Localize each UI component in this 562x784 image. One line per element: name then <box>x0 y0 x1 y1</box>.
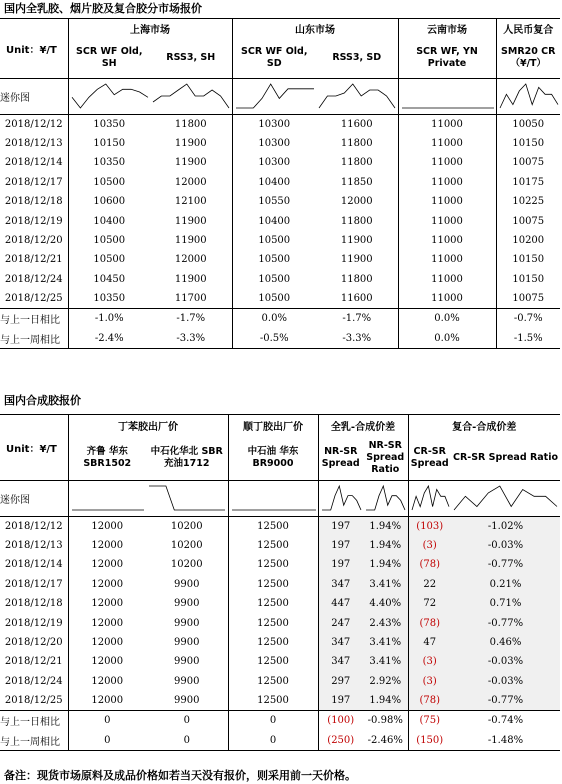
value-cell: 0.46% <box>451 633 560 652</box>
market-shandong: 山东市场 <box>232 19 398 39</box>
value-cell: (78) <box>408 691 451 710</box>
group-nr-sr: 全乳-合成价差 <box>318 415 408 437</box>
value-cell: 10200 <box>146 517 228 536</box>
synthetic-rubber-table <box>0 414 560 751</box>
value-cell: 12500 <box>228 536 318 555</box>
value-cell: 11900 <box>150 211 232 230</box>
section2-title: 国内合成胶报价 <box>4 394 81 407</box>
change-day-cell: 0 <box>146 710 228 730</box>
value-cell: 9900 <box>146 613 228 632</box>
change-week-label: 与上一周相比 <box>0 328 68 348</box>
value-cell: 10075 <box>512 157 545 169</box>
col-rss3-sd: RSS3, SD <box>316 39 398 79</box>
natural-rubber-table <box>0 18 560 349</box>
date-cell: 2018/12/20 <box>0 633 68 652</box>
sparkline-svg <box>409 482 452 516</box>
sparkline-path <box>454 486 557 510</box>
value-cell: 2.43% <box>363 613 408 632</box>
value-cell: 11000 <box>398 231 496 250</box>
value-cell: 4.40% <box>363 594 408 613</box>
value-cell: 10600 <box>93 196 126 208</box>
value-cell: 9900 <box>146 594 228 613</box>
date-cell: 2018/12/21 <box>0 652 68 671</box>
sparkline <box>146 481 228 517</box>
value-cell: 12000 <box>150 173 232 192</box>
table-row <box>0 613 560 632</box>
value-cell: 12500 <box>228 555 318 574</box>
value-cell: 10350 <box>93 118 126 130</box>
value-cell: 10500 <box>258 292 291 304</box>
value-cell: (3) <box>408 672 451 691</box>
change-day-row <box>0 710 560 730</box>
value-cell: 9900 <box>146 672 228 691</box>
change-day-label: 与上一日相比 <box>0 308 68 328</box>
sparkline <box>150 79 232 115</box>
value-cell: 11000 <box>398 115 496 134</box>
table-row <box>0 555 560 574</box>
sparkline-path <box>322 486 361 510</box>
table-row <box>0 115 560 134</box>
value-cell: 11800 <box>150 115 232 134</box>
change-day-cell: 0.0% <box>261 313 287 325</box>
value-cell: 47 <box>408 633 451 652</box>
col-cr-sr-spread: CR-SR Spread <box>410 446 449 470</box>
value-cell: 10075 <box>512 292 545 304</box>
sparkline-path <box>412 486 449 510</box>
value-cell: 11000 <box>398 153 496 172</box>
value-cell: 9900 <box>146 575 228 594</box>
value-cell: 11900 <box>150 134 232 153</box>
value-cell: 12000 <box>91 637 124 649</box>
table-row <box>0 231 560 250</box>
value-cell: 197 <box>318 691 363 710</box>
date-cell: 2018/12/20 <box>0 231 68 250</box>
date-cell: 2018/12/17 <box>0 575 68 594</box>
value-cell: 11600 <box>316 289 398 308</box>
value-cell: (3) <box>408 536 451 555</box>
date-cell: 2018/12/25 <box>0 691 68 710</box>
unit-label: Unit：¥/T <box>0 415 68 481</box>
sparkline <box>232 79 316 115</box>
sparkline-svg <box>150 80 232 114</box>
value-cell: 10225 <box>512 196 545 208</box>
value-cell: 12000 <box>91 598 124 610</box>
col-scr-wf-yn: SCR WF, YN Private <box>398 39 496 79</box>
value-cell: 11800 <box>316 134 398 153</box>
value-cell: -0.77% <box>451 691 560 710</box>
col-scr-wf-sd: SCR WF Old, SD <box>241 46 308 70</box>
market-rmb-composite: 人民币复合 <box>503 25 554 37</box>
mini-label: 迷你图 <box>0 79 68 115</box>
change-day-cell: (100) <box>318 710 363 730</box>
section-natural-rubber <box>0 0 562 349</box>
value-cell: 3.41% <box>363 633 408 652</box>
change-week-cell: -2.4% <box>94 332 124 344</box>
value-cell: 297 <box>318 672 363 691</box>
table-row <box>0 633 560 652</box>
value-cell: 10075 <box>512 215 545 227</box>
table-row <box>0 250 560 269</box>
value-cell: -0.03% <box>451 652 560 671</box>
sparkline-svg <box>316 80 398 114</box>
value-cell: 10400 <box>93 215 126 227</box>
col-petrochina-br9000: 中石油 华东 BR9000 <box>228 437 318 481</box>
value-cell: 11900 <box>150 153 232 172</box>
value-cell: 12000 <box>316 192 398 211</box>
table-row <box>0 536 560 555</box>
value-cell: 3.41% <box>363 575 408 594</box>
change-day-label: 与上一日相比 <box>0 710 68 730</box>
value-cell: 197 <box>318 555 363 574</box>
mini-chart-row <box>0 79 560 115</box>
value-cell: 11000 <box>398 270 496 289</box>
table-row <box>0 672 560 691</box>
value-cell: 11900 <box>316 250 398 269</box>
value-cell: 447 <box>318 594 363 613</box>
value-cell: 11700 <box>150 289 232 308</box>
value-cell: 10150 <box>512 138 545 150</box>
value-cell: 10150 <box>93 138 126 150</box>
value-cell: 10500 <box>258 273 291 285</box>
value-cell: 12500 <box>228 691 318 710</box>
change-week-cell: -1.5% <box>513 332 543 344</box>
table-row <box>0 153 560 172</box>
value-cell: 1.94% <box>363 536 408 555</box>
value-cell: 12500 <box>228 633 318 652</box>
date-cell: 2018/12/18 <box>0 192 68 211</box>
col-cr-sr-ratio: CR-SR Spread Ratio <box>452 452 559 464</box>
sparkline <box>316 79 398 115</box>
value-cell: 12100 <box>150 192 232 211</box>
change-week-cell: 0.0% <box>398 328 496 348</box>
value-cell: 72 <box>408 594 451 613</box>
value-cell: 12500 <box>228 575 318 594</box>
col-smr20-cr: SMR20 CR（¥/T） <box>501 46 556 70</box>
change-week-cell: 0 <box>104 734 111 746</box>
value-cell: 10500 <box>93 254 126 266</box>
table-row <box>0 211 560 230</box>
sparkline <box>68 79 150 115</box>
value-cell: -1.02% <box>451 517 560 536</box>
sparkline-path <box>153 84 229 108</box>
table-row <box>0 517 560 536</box>
table-row <box>0 289 560 308</box>
value-cell: 11850 <box>316 173 398 192</box>
change-week-row <box>0 328 560 348</box>
value-cell: 1.94% <box>363 691 408 710</box>
value-cell: 1.94% <box>363 555 408 574</box>
value-cell: 0.71% <box>451 594 560 613</box>
sparkline <box>318 481 363 517</box>
value-cell: 10350 <box>93 157 126 169</box>
date-cell: 2018/12/19 <box>0 211 68 230</box>
market-yunnan: 云南市场 <box>398 19 496 39</box>
value-cell: 347 <box>318 652 363 671</box>
col-sinopec-sbr1712: 中石化华北 SBR 充油1712 <box>146 437 228 481</box>
table-row <box>0 192 560 211</box>
value-cell: 12000 <box>91 578 124 590</box>
sparkline-path <box>72 84 148 108</box>
value-cell: 12000 <box>91 520 124 532</box>
value-cell: 10150 <box>512 273 545 285</box>
value-cell: -0.03% <box>451 536 560 555</box>
value-cell: -0.77% <box>451 613 560 632</box>
sparkline-svg <box>69 482 147 516</box>
change-week-cell: -0.5% <box>259 332 289 344</box>
change-day-row <box>0 308 560 328</box>
value-cell: 10350 <box>93 292 126 304</box>
col-nr-sr-spread: NR-SR Spread <box>321 446 360 470</box>
value-cell: 11000 <box>398 211 496 230</box>
value-cell: 11000 <box>398 192 496 211</box>
value-cell: 12000 <box>91 656 124 668</box>
change-week-cell: -3.3% <box>316 328 398 348</box>
date-cell: 2018/12/24 <box>0 270 68 289</box>
change-day-cell: -0.74% <box>487 715 524 727</box>
value-cell: -0.03% <box>451 672 560 691</box>
date-cell: 2018/12/13 <box>0 536 68 555</box>
table-row <box>0 173 560 192</box>
value-cell: 197 <box>318 536 363 555</box>
value-cell: 10300 <box>258 157 291 169</box>
col-qilu-sbr1502: 齐鲁 华东 SBR1502 <box>83 446 132 470</box>
value-cell: 10400 <box>258 215 291 227</box>
sparkline-path <box>366 486 405 510</box>
value-cell: (78) <box>408 555 451 574</box>
value-cell: 347 <box>318 633 363 652</box>
mini-chart-row <box>0 481 560 517</box>
change-day-cell: (75) <box>419 715 441 727</box>
value-cell: 11000 <box>398 250 496 269</box>
group-br: 顺丁胶出厂价 <box>228 415 318 437</box>
date-cell: 2018/12/14 <box>0 153 68 172</box>
date-cell: 2018/12/17 <box>0 173 68 192</box>
value-cell: 10500 <box>93 235 126 247</box>
section1-title: 国内全乳胶、烟片胶及复合胶分市场报价 <box>4 2 202 15</box>
sparkline <box>451 481 560 517</box>
date-cell: 2018/12/12 <box>0 115 68 134</box>
sparkline <box>228 481 318 517</box>
value-cell: 12000 <box>150 250 232 269</box>
market-shanghai: 上海市场 <box>68 19 232 39</box>
value-cell: 22 <box>408 575 451 594</box>
sparkline-svg <box>451 482 560 516</box>
change-week-cell: (150) <box>416 734 444 746</box>
section-synthetic-rubber <box>0 392 562 751</box>
date-cell: 2018/12/13 <box>0 134 68 153</box>
value-cell: 11900 <box>150 270 232 289</box>
sparkline-svg <box>497 80 561 114</box>
value-cell: (78) <box>408 613 451 632</box>
value-cell: 9900 <box>146 691 228 710</box>
sparkline-path <box>319 84 395 108</box>
value-cell: 197 <box>318 517 363 536</box>
sparkline-svg <box>363 482 408 516</box>
date-cell: 2018/12/18 <box>0 594 68 613</box>
value-cell: 11600 <box>316 115 398 134</box>
value-cell: 11000 <box>398 173 496 192</box>
sparkline-svg <box>319 482 364 516</box>
value-cell: 10450 <box>93 273 126 285</box>
sparkline <box>398 79 496 115</box>
col-rss3-sh: RSS3, SH <box>150 39 232 79</box>
table-row <box>0 270 560 289</box>
change-week-cell: -2.46% <box>363 730 408 750</box>
sparkline-svg <box>229 482 319 516</box>
col-nr-sr-ratio: NR-SR Spread Ratio <box>363 437 408 481</box>
change-day-cell: 0.0% <box>398 308 496 328</box>
table-row <box>0 594 560 613</box>
value-cell: 0.21% <box>451 575 560 594</box>
change-day-cell: 0 <box>228 710 318 730</box>
change-day-cell: -1.7% <box>316 308 398 328</box>
change-day-cell: -0.98% <box>363 710 408 730</box>
value-cell: 347 <box>318 575 363 594</box>
value-cell: 10150 <box>512 254 545 266</box>
change-day-cell: -1.7% <box>150 308 232 328</box>
value-cell: 247 <box>318 613 363 632</box>
sparkline-svg <box>233 80 317 114</box>
value-cell: 10200 <box>146 536 228 555</box>
value-cell: 12000 <box>91 559 124 571</box>
table-row <box>0 652 560 671</box>
value-cell: 12500 <box>228 594 318 613</box>
sparkline-path <box>500 84 558 108</box>
value-cell: 9900 <box>146 652 228 671</box>
group-sbr: 丁苯胶出厂价 <box>68 415 228 437</box>
sparkline-svg <box>69 80 151 114</box>
sparkline <box>408 481 451 517</box>
sparkline <box>496 79 560 115</box>
value-cell: 10500 <box>93 176 126 188</box>
date-cell: 2018/12/25 <box>0 289 68 308</box>
value-cell: 12500 <box>228 517 318 536</box>
value-cell: 2.92% <box>363 672 408 691</box>
change-day-cell: -1.0% <box>94 313 124 325</box>
footnote: 备注：现货市场原料及成品价格如若当天没有报价，则采用前一天价格。 <box>4 769 356 782</box>
date-cell: 2018/12/14 <box>0 555 68 574</box>
sparkline-svg <box>399 80 497 114</box>
value-cell: -0.77% <box>451 555 560 574</box>
value-cell: 10175 <box>512 176 545 188</box>
value-cell: 10550 <box>258 196 291 208</box>
change-day-cell: -0.7% <box>513 313 543 325</box>
col-scr-wf-sh: SCR WF Old, SH <box>76 46 143 70</box>
change-week-cell: -1.48% <box>487 734 524 746</box>
date-cell: 2018/12/19 <box>0 613 68 632</box>
change-day-cell: 0 <box>104 715 111 727</box>
value-cell: 11800 <box>316 153 398 172</box>
value-cell: 10200 <box>146 555 228 574</box>
change-week-row <box>0 730 560 750</box>
value-cell: 11000 <box>398 289 496 308</box>
value-cell: 11800 <box>316 270 398 289</box>
value-cell: 12000 <box>91 617 124 629</box>
value-cell: 10200 <box>512 235 545 247</box>
value-cell: 12000 <box>91 540 124 552</box>
value-cell: 12000 <box>91 675 124 687</box>
value-cell: 11000 <box>398 134 496 153</box>
value-cell: 12500 <box>228 672 318 691</box>
value-cell: 10500 <box>258 254 291 266</box>
sparkline <box>363 481 408 517</box>
sparkline-svg <box>146 482 228 516</box>
unit-label: Unit：¥/T <box>0 19 68 79</box>
change-week-cell: -3.3% <box>150 328 232 348</box>
date-cell: 2018/12/24 <box>0 672 68 691</box>
mini-label: 迷你图 <box>0 481 68 517</box>
table-row <box>0 575 560 594</box>
date-cell: 2018/12/12 <box>0 517 68 536</box>
value-cell: 12000 <box>91 694 124 706</box>
value-cell: 10500 <box>258 235 291 247</box>
value-cell: (103) <box>408 517 451 536</box>
value-cell: 12500 <box>228 613 318 632</box>
value-cell: 10050 <box>512 118 545 130</box>
sparkline-path <box>149 486 225 510</box>
change-week-label: 与上一周相比 <box>0 730 68 750</box>
value-cell: 11900 <box>316 231 398 250</box>
table-row <box>0 691 560 710</box>
value-cell: 10300 <box>258 118 291 130</box>
value-cell: (3) <box>408 652 451 671</box>
value-cell: 11800 <box>316 211 398 230</box>
value-cell: 10400 <box>258 176 291 188</box>
value-cell: 11900 <box>150 231 232 250</box>
table-row <box>0 134 560 153</box>
change-week-cell: (250) <box>318 730 363 750</box>
value-cell: 9900 <box>146 633 228 652</box>
date-cell: 2018/12/21 <box>0 250 68 269</box>
change-week-cell: 0 <box>228 730 318 750</box>
change-week-cell: 0 <box>146 730 228 750</box>
group-cr-sr: 复合-合成价差 <box>452 422 517 434</box>
value-cell: 1.94% <box>363 517 408 536</box>
sparkline-path <box>236 84 314 108</box>
value-cell: 10300 <box>258 138 291 150</box>
value-cell: 3.41% <box>363 652 408 671</box>
sparkline <box>68 481 146 517</box>
value-cell: 12500 <box>228 652 318 671</box>
